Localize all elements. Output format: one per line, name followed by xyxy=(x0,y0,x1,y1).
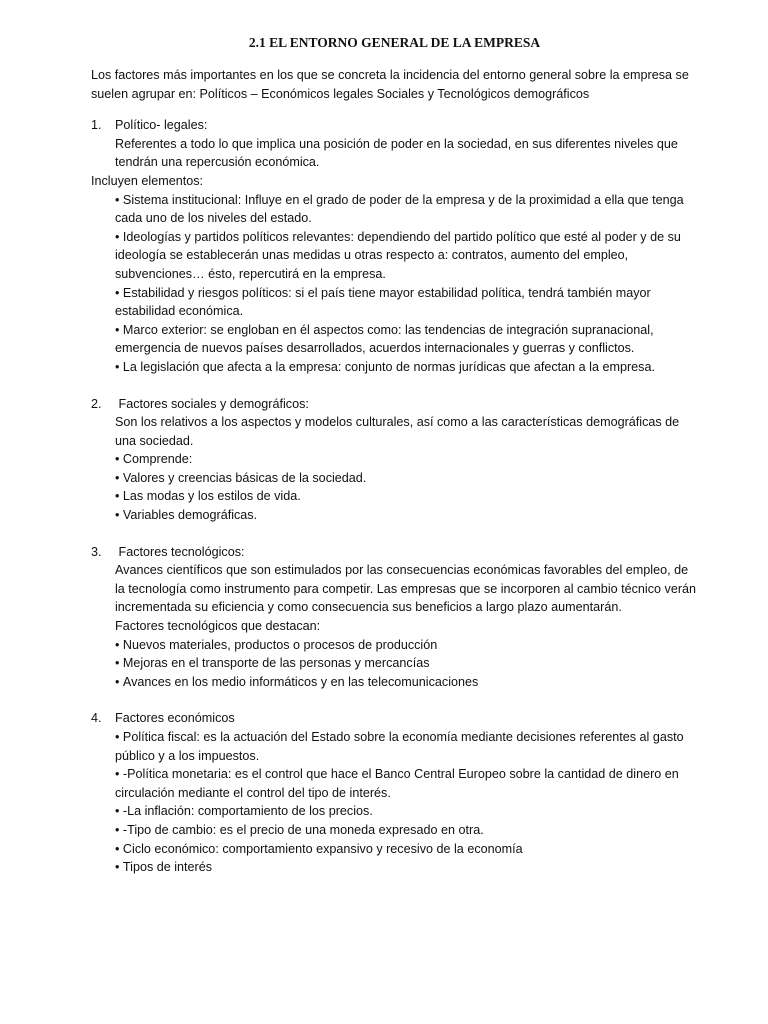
section-title: Factores sociales y demográficos: xyxy=(115,396,309,411)
section-sociales-demograficos xyxy=(91,395,698,525)
section-title: Político- legales: xyxy=(115,118,208,133)
section-heading xyxy=(91,709,698,728)
list-item: • Tipos de interés xyxy=(115,858,698,877)
section-economicos xyxy=(91,709,698,876)
section-sub-label: Incluyen elementos: xyxy=(91,173,204,188)
list-item: • Ciclo económico: comportamiento expansivo y recesivo de la economía xyxy=(115,840,698,859)
section-tecnologicos xyxy=(91,543,698,692)
list-item: • Política fiscal: es la actuación del Estado sobre la economía mediante decisiones referentes al gasto público y a los impuestos. xyxy=(115,728,698,765)
section-number: 4. xyxy=(91,711,102,726)
list-item: • Avances en los medio informáticos y en las telecomunicaciones xyxy=(115,673,698,692)
list-item: • Variables demográficas. xyxy=(115,506,698,525)
bullet-list xyxy=(91,450,698,524)
list-item: • Marco exterior: se engloban en él aspectos como: las tendencias de integración supranacional, emergencia de nuevos países desarrollados, acuerdos internacionales y guerras y conflictos. xyxy=(115,321,698,358)
section-heading xyxy=(91,395,698,414)
list-item: • Ideologías y partidos políticos relevantes: dependiendo del partido político que esté al poder y de su ideología se establecerán unas medidas u otras respecto a: contratos, aumento del empleo, subvenciones… ésto, repercutirá en la empresa. xyxy=(115,228,698,284)
list-item: • -Tipo de cambio: es el precio de una moneda expresado en otra. xyxy=(115,821,698,840)
section-description: Avances científicos que son estimulados por las consecuencias económicas favorables del empleo, de la tecnología como instrumento para competir. Las empresas que se incorporen al cambio técnico verán incrementada su eficiencia y como consecuencia sus beneficios a largo plazo aumentarán. xyxy=(115,563,697,615)
section-number: 2. xyxy=(91,396,102,411)
list-item: • Mejoras en el transporte de las personas y mercancías xyxy=(115,654,698,673)
section-title: Factores tecnológicos: xyxy=(115,544,245,559)
section-title: Factores económicos xyxy=(115,711,235,726)
section-heading xyxy=(91,116,698,135)
list-item: • Las modas y los estilos de vida. xyxy=(115,487,698,506)
list-item: • -Política monetaria: es el control que hace el Banco Central Europeo sobre la cantidad de dinero en circulación mediante el control del tipo de interés. xyxy=(115,765,698,802)
list-item: • Sistema institucional: Influye en el grado de poder de la empresa y de la proximidad a ella que tenga cada uno de los niveles del estado. xyxy=(115,191,698,228)
bullet-list xyxy=(91,636,698,692)
section-number: 1. xyxy=(91,118,102,133)
section-description: Son los relativos a los aspectos y modelos culturales, así como a las características demográficas de una sociedad. xyxy=(115,415,680,448)
list-item: • La legislación que afecta a la empresa: conjunto de normas jurídicas que afectan a la empresa. xyxy=(115,358,698,377)
page-title: 2.1 EL ENTORNO GENERAL DE LA EMPRESA xyxy=(248,35,541,50)
section-heading xyxy=(91,543,698,562)
section-politico-legales xyxy=(91,116,698,376)
bullet-list xyxy=(91,728,698,877)
section-description: Referentes a todo lo que implica una posición de poder en la sociedad, en sus diferentes niveles que tendrán una repercusión económica. xyxy=(115,136,678,170)
list-item: • -La inflación: comportamiento de los precios. xyxy=(115,802,698,821)
list-item: • Comprende: xyxy=(115,450,698,469)
bullet-list xyxy=(91,191,698,377)
section-number: 3. xyxy=(91,544,102,559)
intro-paragraph: Los factores más importantes en los que se concreta la incidencia del entorno general sobre la empresa se suelen agrupar en: Políticos – Económicos legales Sociales y Tecnológicos demográficos xyxy=(91,68,689,101)
list-item: • Valores y creencias básicas de la sociedad. xyxy=(115,469,698,488)
list-item: • Nuevos materiales, productos o procesos de producción xyxy=(115,636,698,655)
list-item: • Estabilidad y riesgos políticos: si el país tiene mayor estabilidad política, tendrá también mayor estabilidad económica. xyxy=(115,284,698,321)
section-sub-label: Factores tecnológicos que destacan: xyxy=(115,619,321,634)
